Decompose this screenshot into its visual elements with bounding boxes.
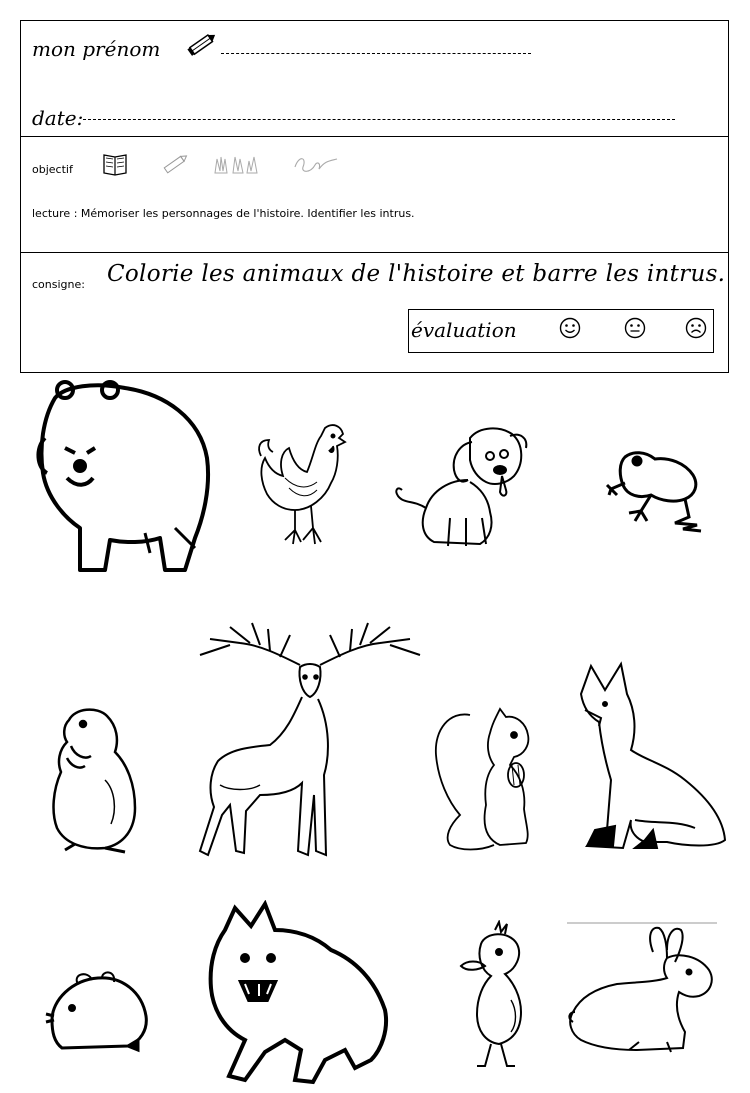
evaluation-box — [408, 309, 714, 353]
instruction-label: consigne: — [32, 278, 85, 291]
frog-image[interactable] — [605, 445, 705, 535]
rooster-image[interactable] — [255, 418, 350, 553]
worksheet-header — [20, 20, 729, 373]
pencil-gray-icon — [164, 154, 188, 173]
objective-icons — [101, 149, 361, 179]
objective-section — [21, 137, 728, 253]
smiley-neutral-icon[interactable] — [624, 317, 646, 339]
name-date-section — [21, 21, 728, 137]
fox-image[interactable] — [575, 660, 730, 860]
pencil-icon — [186, 31, 218, 61]
rabbit-image[interactable] — [567, 922, 722, 1057]
dog-image[interactable] — [390, 418, 530, 553]
date-label: date: — [32, 106, 84, 130]
instruction-text: Colorie les animaux de l'histoire et barre les intrus. — [107, 261, 726, 287]
smiley-sad-icon[interactable] — [685, 317, 707, 339]
squirrel-image[interactable] — [430, 705, 540, 855]
book-icon — [104, 155, 126, 175]
mouse-image[interactable] — [42, 970, 152, 1055]
instruction-section — [21, 253, 728, 374]
evaluation-label: évaluation — [411, 318, 517, 342]
deer-image[interactable] — [190, 615, 430, 865]
lecture-objective-text: lecture : Mémoriser les personnages de l'histoire. Identifier les intrus. — [32, 207, 415, 220]
name-label: mon prénom — [32, 37, 161, 61]
objective-label: objectif — [32, 163, 73, 176]
smiley-happy-icon[interactable] — [559, 317, 581, 339]
name-dashed-line — [221, 53, 531, 54]
duckling-image[interactable] — [455, 920, 540, 1070]
marmot-image[interactable] — [45, 700, 145, 855]
handwriting-icon — [295, 159, 337, 172]
wolf-image[interactable] — [205, 900, 395, 1085]
date-dashed-line — [83, 119, 675, 120]
bear-image[interactable] — [25, 378, 215, 578]
hands-icon — [215, 157, 257, 173]
